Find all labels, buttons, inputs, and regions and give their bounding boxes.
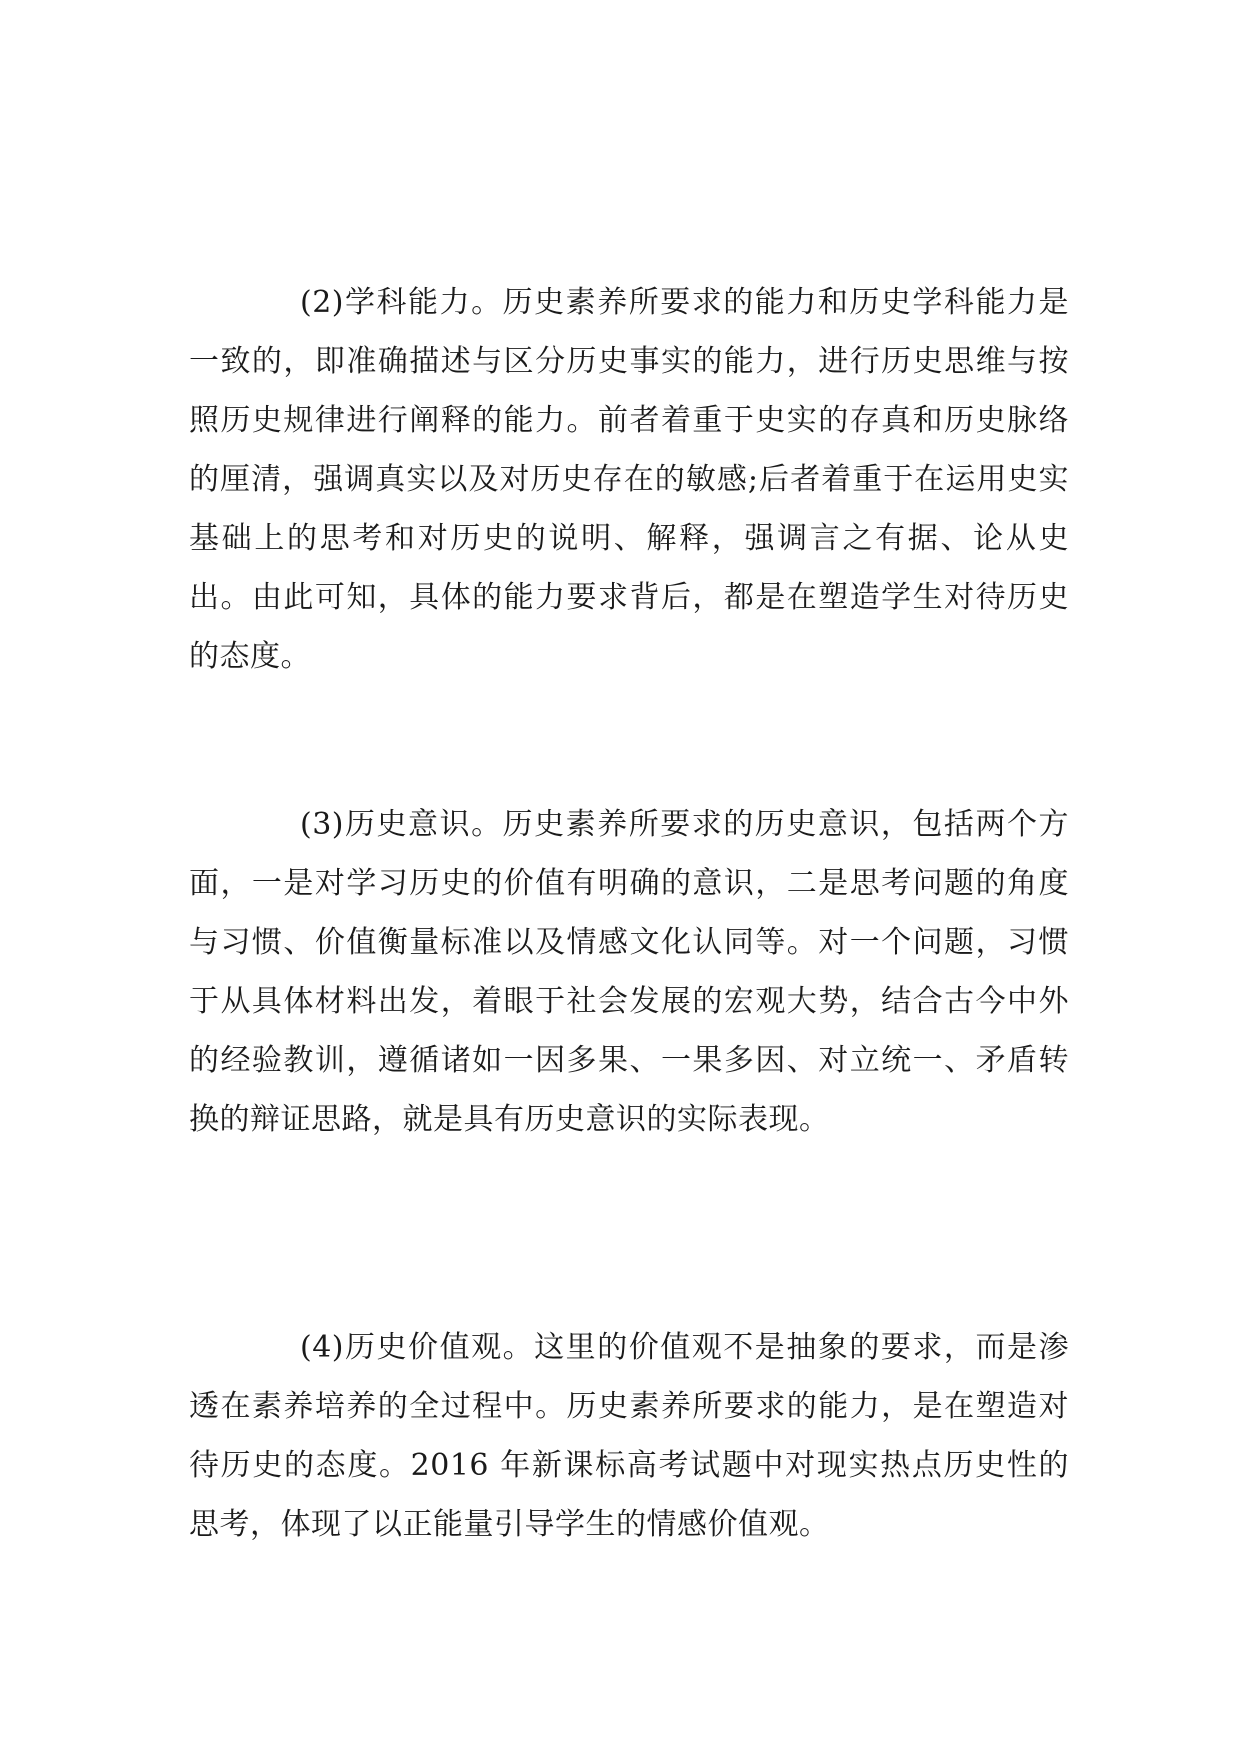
paragraph-subject-ability: (2)学科能力。历史素养所要求的能力和历史学科能力是一致的，即准确描述与区分历史事实的能力，进行历史思维与按照历史规律进行阐释的能力。前者着重于史实的存真和历史脉络的厘清，强调真实以及对历史存在的敏感;后者着重于在运用史实基础上的思考和对历史的说明、解释，强调言之有据、论从史出。由此可知，具体的能力要求背后，都是在塑造学生对待历史的态度。 <box>189 285 1069 674</box>
paragraph-historical-values: (4)历史价值观。这里的价值观不是抽象的要求，而是渗透在素养培养的全过程中。历史素养所要求的能力，是在塑造对待历史的态度。2016 年新课标高考试题中对现实热点历史性的思考，体现了以正能量引导学生的情感价值观。 <box>189 1330 1069 1542</box>
paragraph-historical-awareness: (3)历史意识。历史素养所要求的历史意识，包括两个方面，一是对学习历史的价值有明确的意识，二是思考问题的角度与习惯、价值衡量标准以及情感文化认同等。对一个问题，习惯于从具体材料出发，着眼于社会发展的宏观大势，结合古今中外的经验教训，遵循诸如一因多果、一果多因、对立统一、矛盾转换的辩证思路，就是具有历史意识的实际表现。 <box>189 807 1069 1137</box>
